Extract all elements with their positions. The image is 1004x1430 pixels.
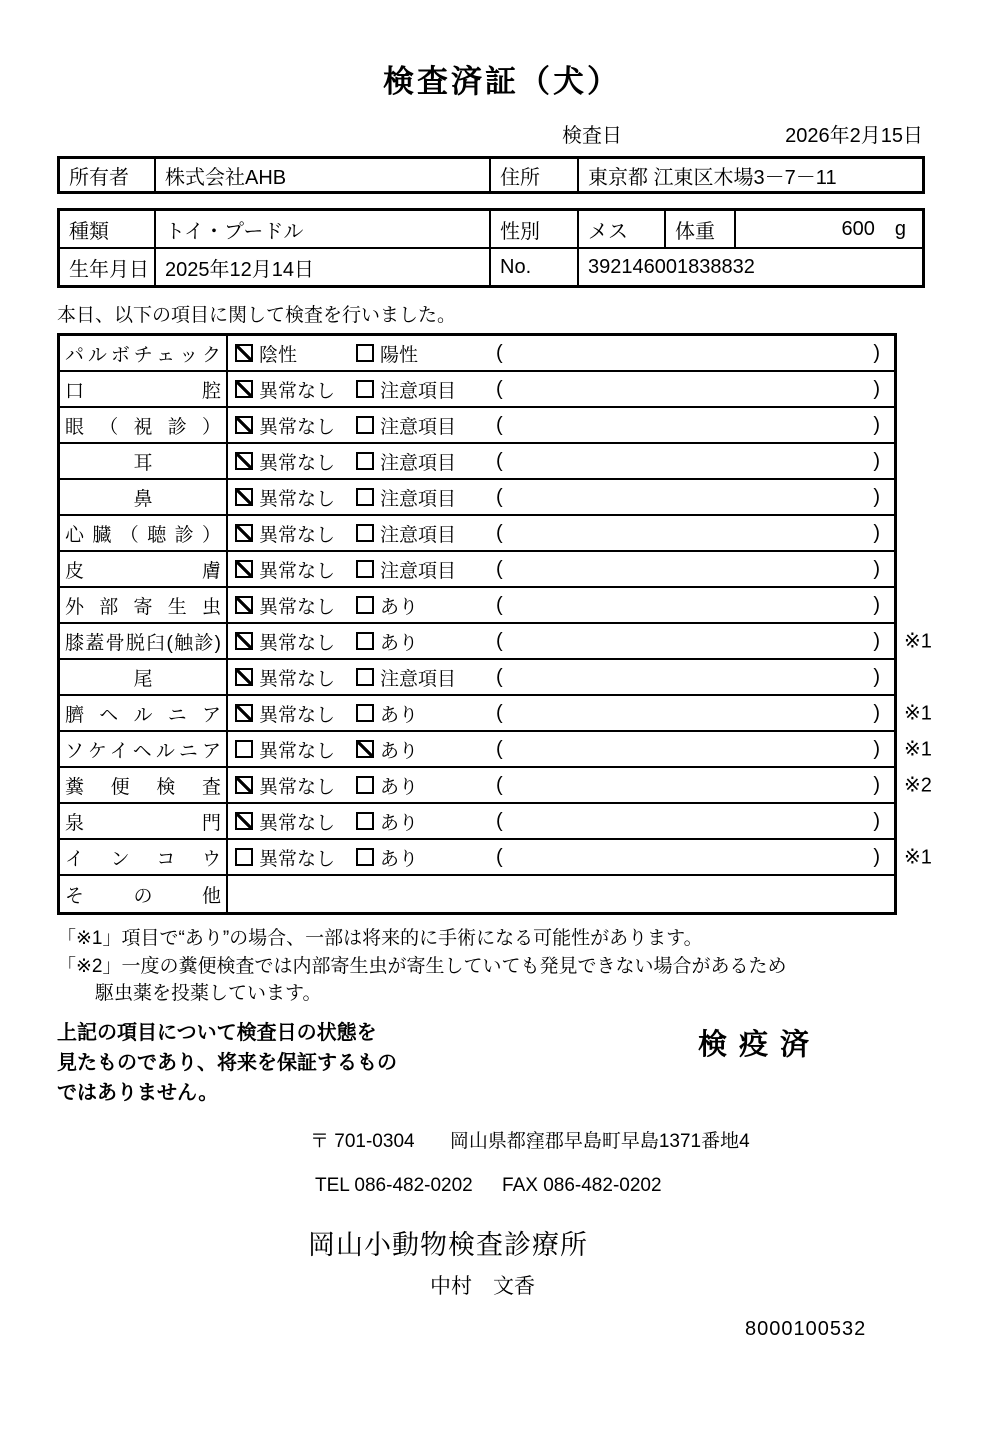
- exam-row: [60, 840, 932, 876]
- checkbox: [235, 848, 253, 866]
- open-paren: (: [496, 341, 503, 364]
- close-paren: ): [873, 593, 880, 616]
- result-blank: [494, 522, 894, 545]
- exam-item-label: 耳: [133, 452, 153, 474]
- option-label: 異常なし: [259, 632, 336, 654]
- exam-row-body: [228, 804, 894, 838]
- checkbox: [235, 812, 253, 830]
- open-paren: (: [496, 665, 503, 688]
- weight-unit: g: [894, 217, 906, 240]
- no-label: No.: [491, 249, 579, 285]
- checkbox: [356, 524, 374, 542]
- checkbox: [356, 488, 374, 506]
- address-label: 住所: [491, 159, 579, 191]
- exam-row: [60, 804, 894, 840]
- checkbox: [235, 632, 253, 650]
- exam-row-note: ※1: [904, 738, 932, 761]
- result-blank: [494, 810, 894, 833]
- option-label: 陽性: [380, 344, 419, 366]
- option-label: あり: [380, 596, 419, 618]
- exam-option: [356, 736, 494, 763]
- checkbox: [235, 452, 253, 470]
- checkbox: [235, 668, 253, 686]
- result-blank: [494, 378, 894, 401]
- exam-option: [228, 700, 356, 727]
- option-label: あり: [380, 632, 419, 654]
- exam-option: [356, 772, 494, 799]
- exam-row-body: [228, 408, 894, 442]
- option-label: 異常なし: [259, 416, 336, 438]
- exam-row: [60, 768, 932, 804]
- exam-row-note: ※1: [904, 630, 932, 653]
- exam-item-label-cell: [60, 876, 228, 912]
- checkbox: [356, 632, 374, 650]
- exam-item-label-cell: [60, 660, 228, 694]
- close-paren: ): [873, 845, 880, 868]
- birthdate-value: 2025年12月14日: [156, 249, 491, 285]
- exam-option: [356, 844, 494, 871]
- tel-line: [315, 1175, 1004, 1197]
- exam-table: [57, 333, 932, 915]
- close-paren: ): [873, 773, 880, 796]
- checkbox: [356, 560, 374, 578]
- exam-item-label: 膝蓋骨脱臼(触診): [65, 632, 221, 654]
- quarantine-stamp: 検疫済: [698, 1029, 822, 1061]
- open-paren: (: [496, 773, 503, 796]
- exam-row-note: ※1: [904, 846, 932, 869]
- close-paren: ): [873, 809, 880, 832]
- checkbox: [235, 344, 253, 362]
- clinic-address: 岡山県都窪郡早島町早島1371番地4: [449, 1130, 750, 1152]
- exam-option: [228, 412, 356, 439]
- sex-value: メス: [579, 211, 666, 247]
- result-blank: [494, 342, 894, 365]
- exam-option: [356, 448, 494, 475]
- exam-item-label-cell: [60, 408, 228, 442]
- exam-item-label-cell: [60, 624, 228, 658]
- exam-option: [356, 592, 494, 619]
- result-blank: [494, 558, 894, 581]
- close-paren: ): [873, 737, 880, 760]
- exam-item-label-cell: [60, 552, 228, 586]
- option-label: 注意項目: [380, 380, 457, 402]
- option-label: 異常なし: [259, 812, 336, 834]
- exam-item-label-cell: [60, 372, 228, 406]
- exam-item-label-cell: [60, 588, 228, 622]
- exam-item-label-cell: [60, 732, 228, 766]
- exam-item-label-cell: [60, 804, 228, 838]
- exam-option: [228, 520, 356, 547]
- disclaimer-line: 見たものであり、将来を保証するもの: [57, 1051, 397, 1074]
- close-paren: ): [873, 413, 880, 436]
- exam-row-body: [228, 732, 894, 766]
- checkbox: [235, 524, 253, 542]
- open-paren: (: [496, 557, 503, 580]
- exam-row: [60, 660, 894, 696]
- owner-value: 株式会社AHB: [156, 159, 491, 191]
- exam-row: [60, 444, 894, 480]
- exam-item-label: 心臓（聴診）: [65, 524, 221, 546]
- checkbox: [356, 740, 374, 758]
- owner-label: 所有者: [60, 159, 156, 191]
- exam-item-label: 外部寄生虫: [65, 596, 221, 618]
- close-paren: ): [873, 665, 880, 688]
- weight-value: 600: [841, 217, 875, 240]
- exam-row-body: [228, 480, 894, 514]
- option-label: 注意項目: [380, 416, 457, 438]
- close-paren: ): [873, 521, 880, 544]
- exam-option: [356, 520, 494, 547]
- exam-option: [356, 664, 494, 691]
- option-label: 陰性: [259, 344, 298, 366]
- exam-row-body: [228, 768, 894, 802]
- exam-row-body: [228, 696, 894, 730]
- sex-label: 性別: [491, 211, 579, 247]
- checkbox: [356, 668, 374, 686]
- inspection-date-label: 検査日: [562, 125, 622, 147]
- option-label: あり: [380, 848, 419, 870]
- open-paren: (: [496, 809, 503, 832]
- exam-option: [228, 736, 356, 763]
- exam-row-body: [228, 336, 894, 370]
- exam-option: [228, 592, 356, 619]
- footnote-line: 駆虫薬を投薬しています。: [95, 983, 322, 1005]
- option-label: 異常なし: [259, 488, 336, 510]
- exam-row-body: [228, 552, 894, 586]
- clinic-name: 岡山小動物検査診療所: [308, 1229, 588, 1260]
- exam-option: [228, 376, 356, 403]
- postal-code: 〒 701-0304: [310, 1130, 415, 1152]
- option-label: 注意項目: [380, 488, 457, 510]
- open-paren: (: [496, 629, 503, 652]
- exam-item-label: パルボチェック: [65, 344, 221, 366]
- owner-table: [57, 156, 925, 194]
- serial-number: 8000100532: [745, 1317, 867, 1340]
- exam-item-label-cell: [60, 696, 228, 730]
- exam-row: [60, 480, 894, 516]
- result-blank: [494, 450, 894, 473]
- exam-option: [228, 628, 356, 655]
- exam-option: [228, 556, 356, 583]
- option-label: 注意項目: [380, 560, 457, 582]
- disclaimer: [57, 1018, 1004, 1108]
- pet-table: [57, 208, 925, 288]
- intro-text: 本日、以下の項目に関して検査を行いました。: [57, 305, 457, 326]
- postal-line: [310, 1126, 1004, 1153]
- checkbox: [356, 344, 374, 362]
- exam-option: [228, 484, 356, 511]
- exam-row-body: [228, 840, 894, 874]
- exam-item-label-cell: [60, 840, 228, 874]
- exam-option: [356, 376, 494, 403]
- exam-item-label: インコウ: [65, 848, 221, 870]
- exam-option: [356, 340, 494, 367]
- open-paren: (: [496, 449, 503, 472]
- checkbox: [356, 848, 374, 866]
- option-label: あり: [380, 812, 419, 834]
- exam-item-label-cell: [60, 516, 228, 550]
- exam-option: [356, 808, 494, 835]
- open-paren: (: [496, 593, 503, 616]
- disclaimer-line: 上記の項目について検査日の状態を: [57, 1021, 377, 1044]
- open-paren: (: [496, 521, 503, 544]
- footnote-line: 「※2」一度の糞便検査では内部寄生虫が寄生していても発見できない場合があるため: [57, 955, 787, 977]
- exam-item-label: 臍ヘルニア: [65, 704, 221, 726]
- exam-row-note: ※2: [904, 774, 932, 797]
- exam-option: [356, 412, 494, 439]
- exam-option: [228, 340, 356, 367]
- exam-row-body: [228, 876, 894, 912]
- option-label: 注意項目: [380, 668, 457, 690]
- exam-item-label-cell: [60, 336, 228, 370]
- exam-row: [60, 408, 894, 444]
- exam-item-label-cell: [60, 444, 228, 478]
- open-paren: (: [496, 701, 503, 724]
- close-paren: ): [873, 377, 880, 400]
- exam-row: [60, 372, 894, 408]
- option-label: 異常なし: [259, 452, 336, 474]
- option-label: 異常なし: [259, 848, 336, 870]
- checkbox: [356, 812, 374, 830]
- weight-cell: [736, 211, 922, 247]
- close-paren: ): [873, 557, 880, 580]
- pet-table-row-1: [60, 211, 922, 249]
- exam-row-body: [228, 588, 894, 622]
- option-label: あり: [380, 740, 419, 762]
- result-blank: [494, 738, 894, 761]
- open-paren: (: [496, 737, 503, 760]
- result-blank: [494, 666, 894, 689]
- exam-row: [60, 732, 932, 768]
- close-paren: ): [873, 341, 880, 364]
- exam-item-label: 皮膚: [65, 560, 221, 582]
- exam-item-label: 眼（視診）: [65, 416, 221, 438]
- checkbox: [356, 776, 374, 794]
- option-label: 異常なし: [259, 524, 336, 546]
- exam-item-label: 泉門: [65, 812, 221, 834]
- exam-option: [228, 448, 356, 475]
- exam-item-label: その他: [65, 885, 221, 907]
- fax-number: FAX 086-482-0202: [502, 1174, 662, 1196]
- exam-row-body: [228, 660, 894, 694]
- exam-option: [228, 664, 356, 691]
- option-label: 注意項目: [380, 452, 457, 474]
- checkbox: [356, 380, 374, 398]
- checkbox: [235, 740, 253, 758]
- checkbox: [235, 776, 253, 794]
- exam-option: [228, 772, 356, 799]
- result-blank: [494, 630, 894, 653]
- exam-option: [356, 700, 494, 727]
- exam-item-label: 尾: [133, 668, 153, 690]
- close-paren: ): [873, 449, 880, 472]
- option-label: あり: [380, 704, 419, 726]
- exam-row: [60, 336, 894, 372]
- page-title: 検査済証（犬）: [383, 64, 621, 99]
- close-paren: ): [873, 485, 880, 508]
- result-blank: [494, 846, 894, 869]
- exam-row-body: [228, 516, 894, 550]
- checkbox: [356, 452, 374, 470]
- footnote-line: 「※1」項目で“あり”の場合、一部は将来的に手術になる可能性があります。: [57, 928, 703, 949]
- exam-row: [60, 624, 932, 660]
- result-blank: [494, 486, 894, 509]
- option-label: 異常なし: [259, 740, 336, 762]
- open-paren: (: [496, 845, 503, 868]
- option-label: 異常なし: [259, 668, 336, 690]
- tel-number: TEL 086-482-0202: [315, 1174, 473, 1196]
- weight-label: 体重: [666, 211, 736, 247]
- checkbox: [235, 560, 253, 578]
- address-value: 東京都 江東区木場3－7－11: [588, 166, 837, 189]
- checkbox: [235, 596, 253, 614]
- exam-row-note: ※1: [904, 702, 932, 725]
- option-label: あり: [380, 776, 419, 798]
- open-paren: (: [496, 485, 503, 508]
- inspection-date-value: 2026年2月15日: [785, 125, 923, 147]
- no-value: 392146001838832: [588, 255, 755, 278]
- pet-table-row-2: [60, 249, 922, 285]
- checkbox: [235, 488, 253, 506]
- checkbox: [235, 380, 253, 398]
- checkbox: [235, 416, 253, 434]
- checkbox: [356, 416, 374, 434]
- exam-item-label: 糞便検査: [65, 776, 221, 798]
- close-paren: ): [873, 701, 880, 724]
- exam-item-label-cell: [60, 480, 228, 514]
- result-blank: [494, 594, 894, 617]
- exam-option: [228, 844, 356, 871]
- option-label: 異常なし: [259, 380, 336, 402]
- exam-row: [60, 696, 932, 732]
- exam-option: [356, 484, 494, 511]
- footnotes: [57, 925, 1004, 1008]
- exam-row: [60, 876, 894, 912]
- option-label: 異常なし: [259, 560, 336, 582]
- exam-item-label: ソケイヘルニア: [65, 740, 221, 762]
- option-label: 異常なし: [259, 776, 336, 798]
- checkbox: [235, 704, 253, 722]
- close-paren: ): [873, 629, 880, 652]
- result-blank: [494, 414, 894, 437]
- option-label: 注意項目: [380, 524, 457, 546]
- exam-row-body: [228, 444, 894, 478]
- veterinarian-name: 中村 文香: [430, 1274, 535, 1298]
- exam-option: [356, 628, 494, 655]
- inspection-date-row: [57, 119, 925, 148]
- exam-row: [60, 516, 894, 552]
- exam-option: [356, 556, 494, 583]
- exam-option: [228, 808, 356, 835]
- breed-value: トイ・プードル: [156, 211, 491, 247]
- exam-row-body: [228, 624, 894, 658]
- option-label: 異常なし: [259, 596, 336, 618]
- result-blank: [494, 702, 894, 725]
- open-paren: (: [496, 377, 503, 400]
- exam-row: [60, 552, 894, 588]
- exam-row-body: [228, 372, 894, 406]
- option-label: 異常なし: [259, 704, 336, 726]
- birthdate-label: 生年月日: [60, 249, 156, 285]
- open-paren: (: [496, 413, 503, 436]
- exam-item-label: 鼻: [133, 488, 153, 510]
- result-blank: [494, 774, 894, 797]
- exam-item-label-cell: [60, 768, 228, 802]
- checkbox: [356, 596, 374, 614]
- exam-item-label: 口腔: [65, 380, 221, 402]
- breed-label: 種類: [60, 211, 156, 247]
- exam-row: [60, 588, 894, 624]
- checkbox: [356, 704, 374, 722]
- disclaimer-line: ではありません。: [57, 1081, 219, 1104]
